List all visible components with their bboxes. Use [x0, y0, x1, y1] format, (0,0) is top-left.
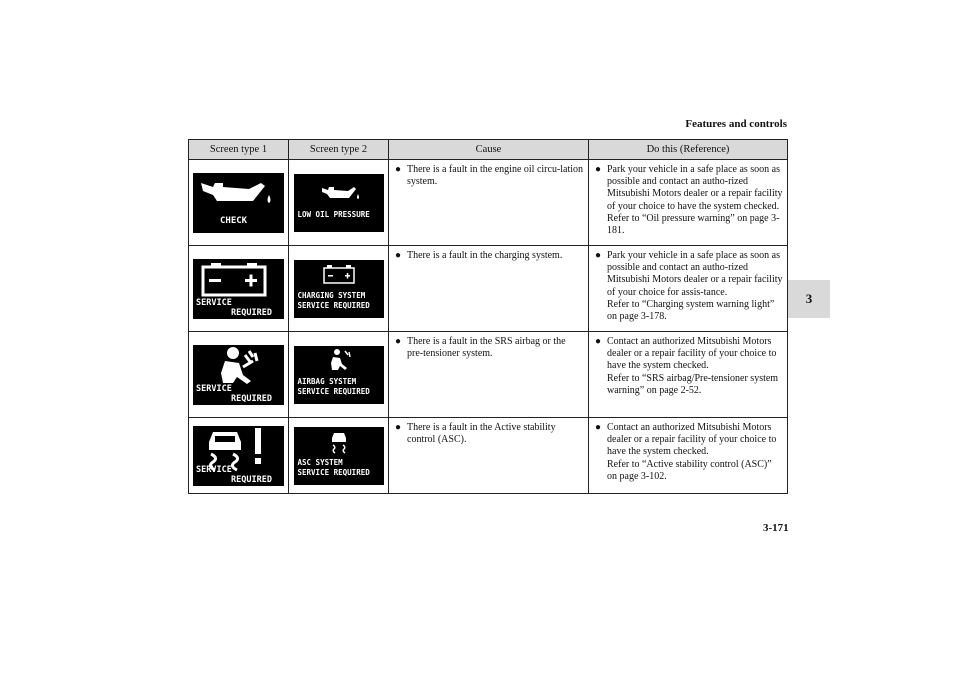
bullet-icon: ●: [595, 336, 602, 347]
bullet-icon: ●: [595, 250, 602, 261]
oil-can-icon: [294, 174, 384, 232]
reference-link[interactable]: Refer to “Oil pressure warning” on page 3-181.: [607, 212, 780, 236]
bullet-icon: ●: [395, 336, 402, 347]
reference-link[interactable]: Refer to “SRS airbag/Pre-tensioner system warning” on page 2-52.: [607, 372, 779, 396]
reference-link[interactable]: Refer to “Charging system warning light” on page 3-178.: [607, 298, 775, 322]
screen-type1-airbag: SERVICE REQUIRED: [193, 345, 284, 405]
cause-item: ● There is a fault in the charging system.: [395, 250, 563, 261]
action-item: ● Park your vehicle in a safe place as soon as possible and contact an autho-rized Mitsubishi Motors dealer or a repair facility of your choice to have the system checked. Refer to “Oil pressure warning” on page 3-181.: [595, 164, 783, 236]
screen-label: LOW OIL PRESSURE: [297, 209, 370, 219]
bullet-icon: ●: [395, 422, 402, 433]
screen-type1-oil: [193, 173, 284, 233]
table-row: [189, 160, 788, 246]
cause-item: ● There is a fault in the engine oil circu-lation system.: [395, 164, 584, 188]
table-header-row: [189, 140, 788, 160]
bullet-icon: ●: [595, 164, 602, 175]
warning-table: [188, 139, 788, 494]
bullet-icon: ●: [395, 250, 402, 261]
screen-type1-charging: SERVICE REQUIRED: [193, 259, 284, 319]
page-header-title: Features and controls: [685, 118, 787, 130]
action-item: ● Contact an authorized Mitsubishi Motors dealer or a repair facility of your choice to have the system checked. Refer to “SRS airbag/Pre-tensioner system warning” on page 2-52.: [589, 332, 787, 397]
table-row: [189, 332, 788, 418]
column-header: Screen type 2: [289, 140, 389, 160]
screen-type2-airbag: AIRBAG SYSTEM SERVICE REQUIRED: [294, 346, 384, 404]
screen-type2-asc: ASC SYSTEM SERVICE REQUIRED: [294, 427, 384, 485]
cause-item: ● There is a fault in the Active stability control (ASC).: [395, 422, 556, 446]
page-number: 3-171: [763, 522, 789, 534]
chapter-tab: 3: [788, 280, 830, 318]
screen-type2-oil: [294, 174, 384, 232]
screen-label: CHECK: [220, 215, 248, 226]
bullet-icon: ●: [395, 164, 402, 175]
action-item: ● Park your vehicle in a safe place as soon as possible and contact an autho-rized Mitsubishi Motors dealer or a repair facility of your choice for assis-tance. Refer to “Charging system warning light” on page 3-178.: [595, 250, 783, 322]
screen-type2-charging: CHARGING SYSTEM SERVICE REQUIRED: [294, 260, 384, 318]
reference-link[interactable]: Refer to “Active stability control (ASC)” on page 3-102.: [607, 458, 772, 482]
column-header: Screen type 1: [189, 140, 289, 160]
table-row: [189, 246, 788, 332]
action-item: ● Contact an authorized Mitsubishi Motors dealer or a repair facility of your choice to have the system checked. Refer to “Active stability control (ASC)” on page 3-102.: [589, 418, 787, 483]
bullet-icon: ●: [595, 422, 602, 433]
column-header: Cause: [389, 140, 589, 160]
table-row: [189, 418, 788, 494]
cause-item: ● There is a fault in the SRS airbag or the pre-tensioner system.: [395, 336, 566, 360]
screen-type1-asc: SERVICE REQUIRED: [193, 426, 284, 486]
column-header: Do this (Reference): [589, 140, 788, 160]
